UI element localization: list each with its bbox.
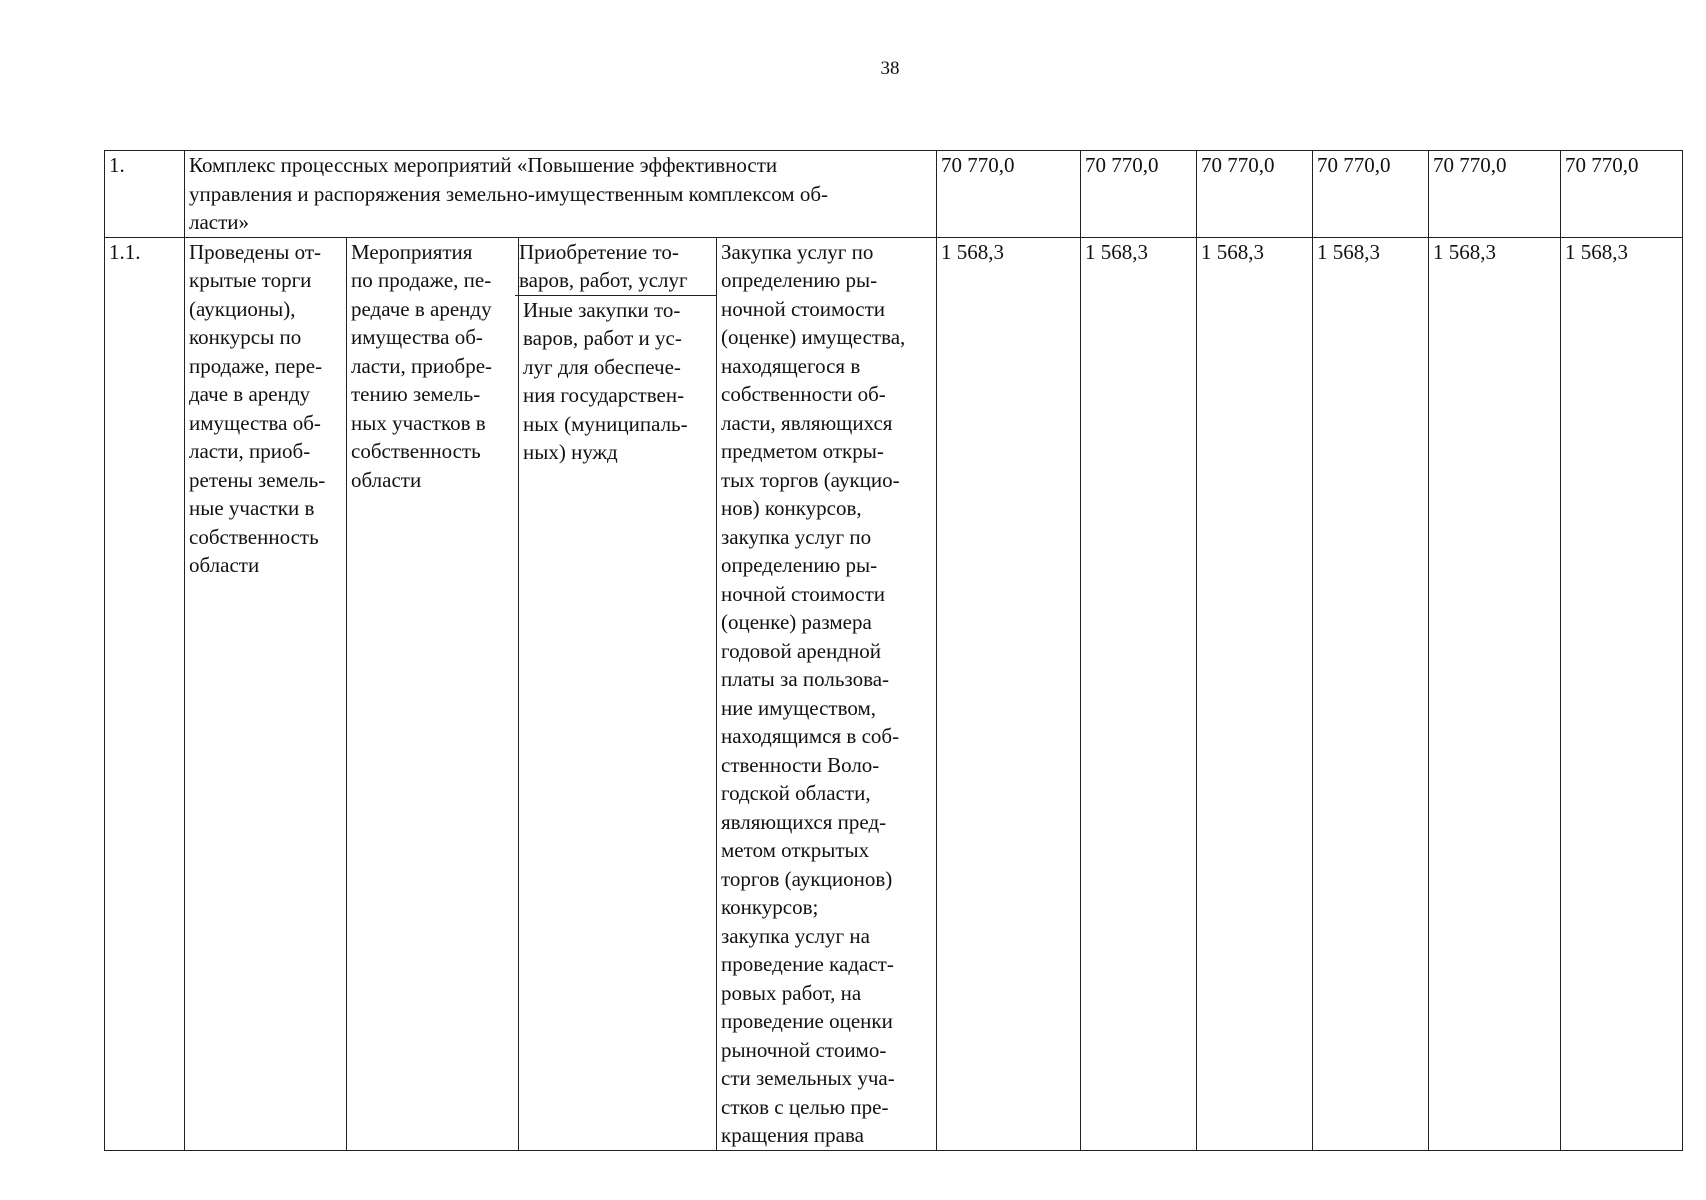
text-line: области [189, 553, 260, 577]
text-line: ласти, являющихся [721, 410, 893, 435]
text-line: ных участков в [351, 410, 486, 435]
value-cell: 1 568,3 [1561, 237, 1683, 1150]
text-line: варов, работ и ус- [523, 326, 682, 350]
text-line: Приобретение то- [519, 239, 679, 264]
text-line: являющихся пред- [721, 809, 887, 834]
value-cell: 1 568,3 [1197, 237, 1313, 1150]
title-line: ласти» [189, 210, 250, 234]
text-line: даче в аренду [189, 382, 311, 406]
complex-title [185, 151, 937, 238]
text-line: луг для обеспече- [523, 354, 681, 379]
value-cell: 1 568,3 [937, 237, 1081, 1150]
measures-cell [347, 237, 519, 1150]
program-table [104, 150, 1683, 1151]
text-line: закупка услуг по [721, 524, 872, 549]
text-line: Закупка услуг по [721, 239, 874, 264]
text-line: закупка услуг на [721, 923, 870, 948]
text-line: кращения права [721, 1123, 864, 1147]
text-line: предметом откры- [721, 439, 884, 463]
value-cell: 70 770,0 [1313, 151, 1429, 238]
value-cell: 70 770,0 [1429, 151, 1561, 238]
value-cell: 1 568,3 [1429, 237, 1561, 1150]
text-line: варов, работ, услуг [519, 268, 688, 292]
text-line: метом открытых [721, 838, 870, 862]
text-line: имущества об- [189, 410, 321, 435]
text-line: определению ры- [721, 553, 878, 577]
text-line: ные участки в [189, 496, 315, 520]
text-line: крытые торги [189, 268, 312, 292]
text-line: ровых работ, на [721, 980, 862, 1005]
value-cell: 1 568,3 [1313, 237, 1429, 1150]
text-line: годовой арендной [721, 638, 881, 663]
text-line: ласти, приоб- [189, 439, 311, 463]
text-line: продаже, пере- [189, 353, 323, 378]
text-line: имущества об- [351, 325, 483, 349]
title-line: Комплекс процессных мероприятий «Повышение эффективности [189, 153, 778, 177]
text-line: нов) конкурсов, [721, 496, 862, 520]
text-line: ласти, приобре- [351, 353, 493, 378]
text-line: собственности об- [721, 382, 886, 406]
row-number: 1.1. [105, 237, 185, 1150]
text-line: собственность [189, 524, 319, 549]
text-line: области [351, 467, 422, 492]
expense-type [515, 238, 716, 296]
text-line: рыночной стоимо- [721, 1037, 887, 1062]
text-line: платы за пользова- [721, 667, 890, 691]
text-line: Проведены от- [189, 239, 321, 264]
text-line: Мероприятия [351, 239, 473, 264]
text-line: ночной стоимости [721, 581, 885, 606]
value-cell: 70 770,0 [1081, 151, 1197, 238]
text-line: (оценке) имущества, [721, 325, 906, 349]
text-line: Иные закупки то- [523, 297, 681, 322]
page-number: 38 [880, 58, 900, 79]
text-line: (аукционы), [189, 296, 296, 321]
text-line: проведение оценки [721, 1009, 893, 1033]
expense-type-cell [519, 237, 717, 1150]
text-line: годской области, [721, 781, 871, 805]
text-line: находящегося в [721, 353, 861, 378]
value-cell: 1 568,3 [1081, 237, 1197, 1150]
text-line: ных (муниципаль- [523, 411, 688, 436]
value-cell: 70 770,0 [937, 151, 1081, 238]
text-line: ние имуществом, [721, 695, 876, 720]
table-row [105, 151, 1683, 238]
text-line: тению земель- [351, 382, 481, 406]
text-line: ния государствен- [523, 383, 685, 407]
text-line: находящимся в соб- [721, 724, 900, 748]
text-line: конкурсов; [721, 895, 819, 919]
title-line: управления и распоряжения земельно-имущественным комплексом об- [189, 181, 829, 206]
text-line: конкурсы по [189, 325, 302, 349]
text-line: ночной стоимости [721, 296, 885, 321]
text-line: определению ры- [721, 268, 878, 292]
text-line: (оценке) размера [721, 610, 872, 634]
text-line: собственность [351, 439, 481, 463]
value-cell: 70 770,0 [1197, 151, 1313, 238]
text-line: проведение кадаст- [721, 952, 894, 976]
text-line: ных) нужд [523, 440, 618, 464]
text-line: тых торгов (аукцио- [721, 467, 900, 492]
row-number: 1. [105, 151, 185, 238]
expense-subtype [519, 296, 716, 467]
text-line: по продаже, пе- [351, 268, 492, 292]
table-row [105, 237, 1683, 1150]
result-cell [185, 237, 347, 1150]
text-line: стков с целью пре- [721, 1094, 889, 1119]
text-line: торгов (аукционов) [721, 866, 893, 891]
text-line: сти земельных уча- [721, 1066, 895, 1090]
value-cell: 70 770,0 [1561, 151, 1683, 238]
description-cell [717, 237, 937, 1150]
text-line: ретены земель- [189, 467, 326, 492]
text-line: редаче в аренду [351, 296, 492, 321]
text-line: ственности Воло- [721, 752, 880, 777]
